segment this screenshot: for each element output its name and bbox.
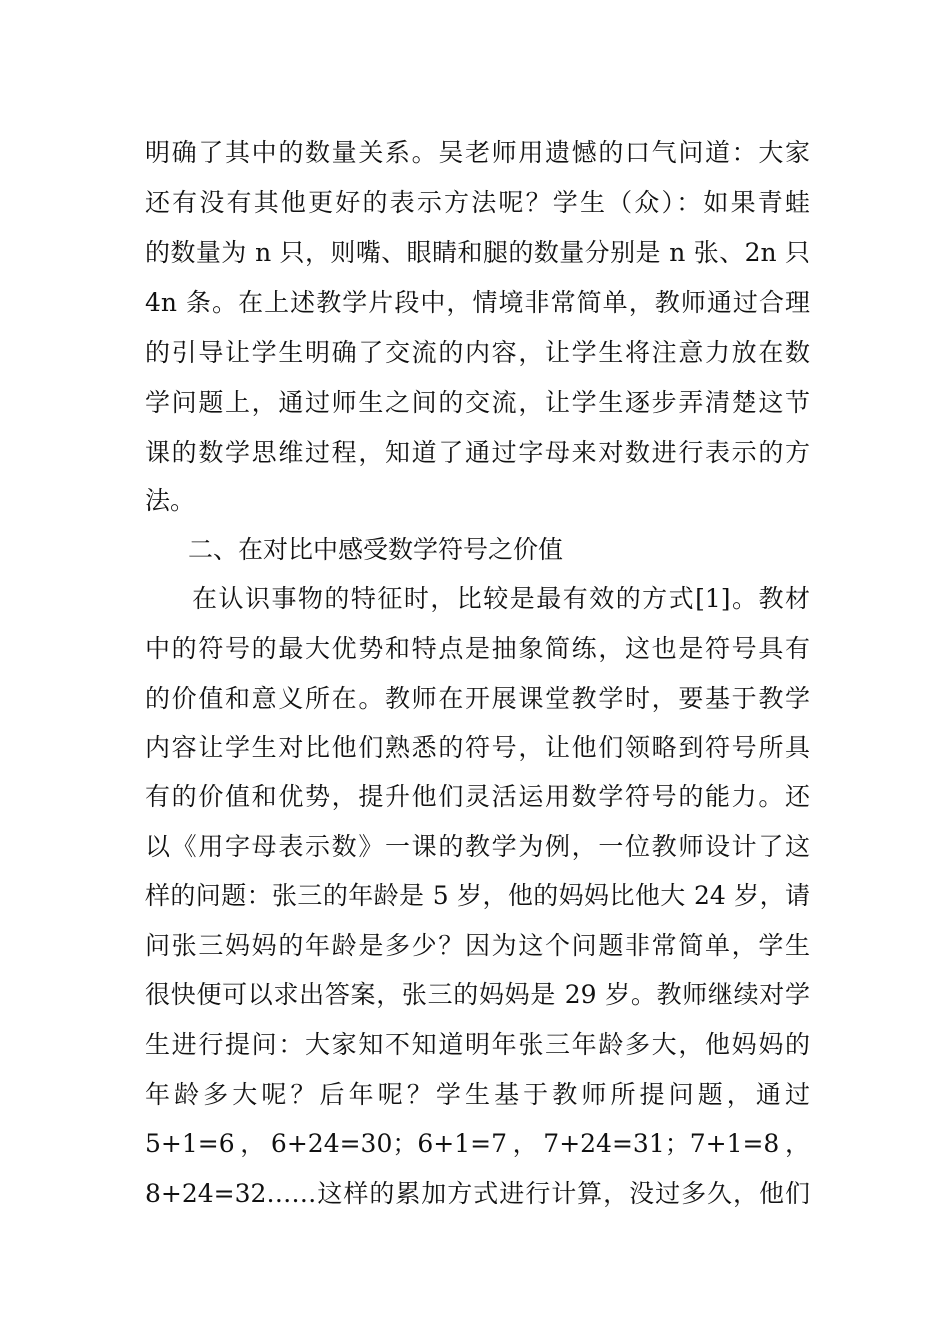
paragraph-line: 明确了其中的数量关系。吴老师用遗憾的口气问道：大家	[145, 138, 810, 167]
paragraph-line: 以《用字母表示数》一课的教学为例，一位教师设计了这	[145, 832, 810, 861]
paragraph-line: 在认识事物的特征时，比较是最有效的方式[1]。教材	[192, 584, 810, 613]
section-heading: 二、在对比中感受数学符号之价值	[188, 535, 564, 564]
paragraph-line: 样的问题：张三的年龄是 5 岁，他的妈妈比他大 24 岁，请	[145, 881, 810, 910]
paragraph-line: 学问题上，通过师生之间的交流，让学生逐步弄清楚这节	[145, 388, 810, 417]
paragraph-line: 法。	[145, 486, 196, 515]
paragraph-line: 课的数学思维过程，知道了通过字母来对数进行表示的方	[145, 438, 810, 467]
paragraph-line: 中的符号的最大优势和特点是抽象简练，这也是符号具有	[145, 634, 810, 663]
paragraph-line: 很快便可以求出答案，张三的妈妈是 29 岁。教师继续对学	[145, 980, 810, 1009]
paragraph-line: 8+24=32……这样的累加方式进行计算，没过多久，他们	[145, 1179, 810, 1208]
paragraph-line: 年龄多大呢？后年呢？学生基于教师所提问题，通过	[145, 1080, 810, 1109]
paragraph-line: 问张三妈妈的年龄是多少？因为这个问题非常简单，学生	[145, 931, 810, 960]
paragraph-line: 有的价值和优势，提升他们灵活运用数学符号的能力。还	[145, 782, 810, 811]
paragraph-line: 的价值和意义所在。教师在开展课堂教学时，要基于教学	[145, 684, 810, 713]
paragraph-line: 还有没有其他更好的表示方法呢？学生（众）：如果青蛙	[145, 188, 810, 217]
paragraph-line: 的引导让学生明确了交流的内容，让学生将注意力放在数	[145, 338, 810, 367]
paragraph-line: 生进行提问：大家知不知道明年张三年龄多大，他妈妈的	[145, 1030, 810, 1059]
paragraph-line: 的数量为 n 只，则嘴、眼睛和腿的数量分别是 n 张、2n 只	[145, 238, 810, 267]
paragraph-line: 5+1=6，6+24=30；6+1=7，7+24=31；7+1=8，	[145, 1129, 810, 1158]
paragraph-line: 内容让学生对比他们熟悉的符号，让他们领略到符号所具	[145, 733, 810, 762]
paragraph-line: 4n 条。在上述教学片段中，情境非常简单，教师通过合理	[145, 288, 810, 317]
